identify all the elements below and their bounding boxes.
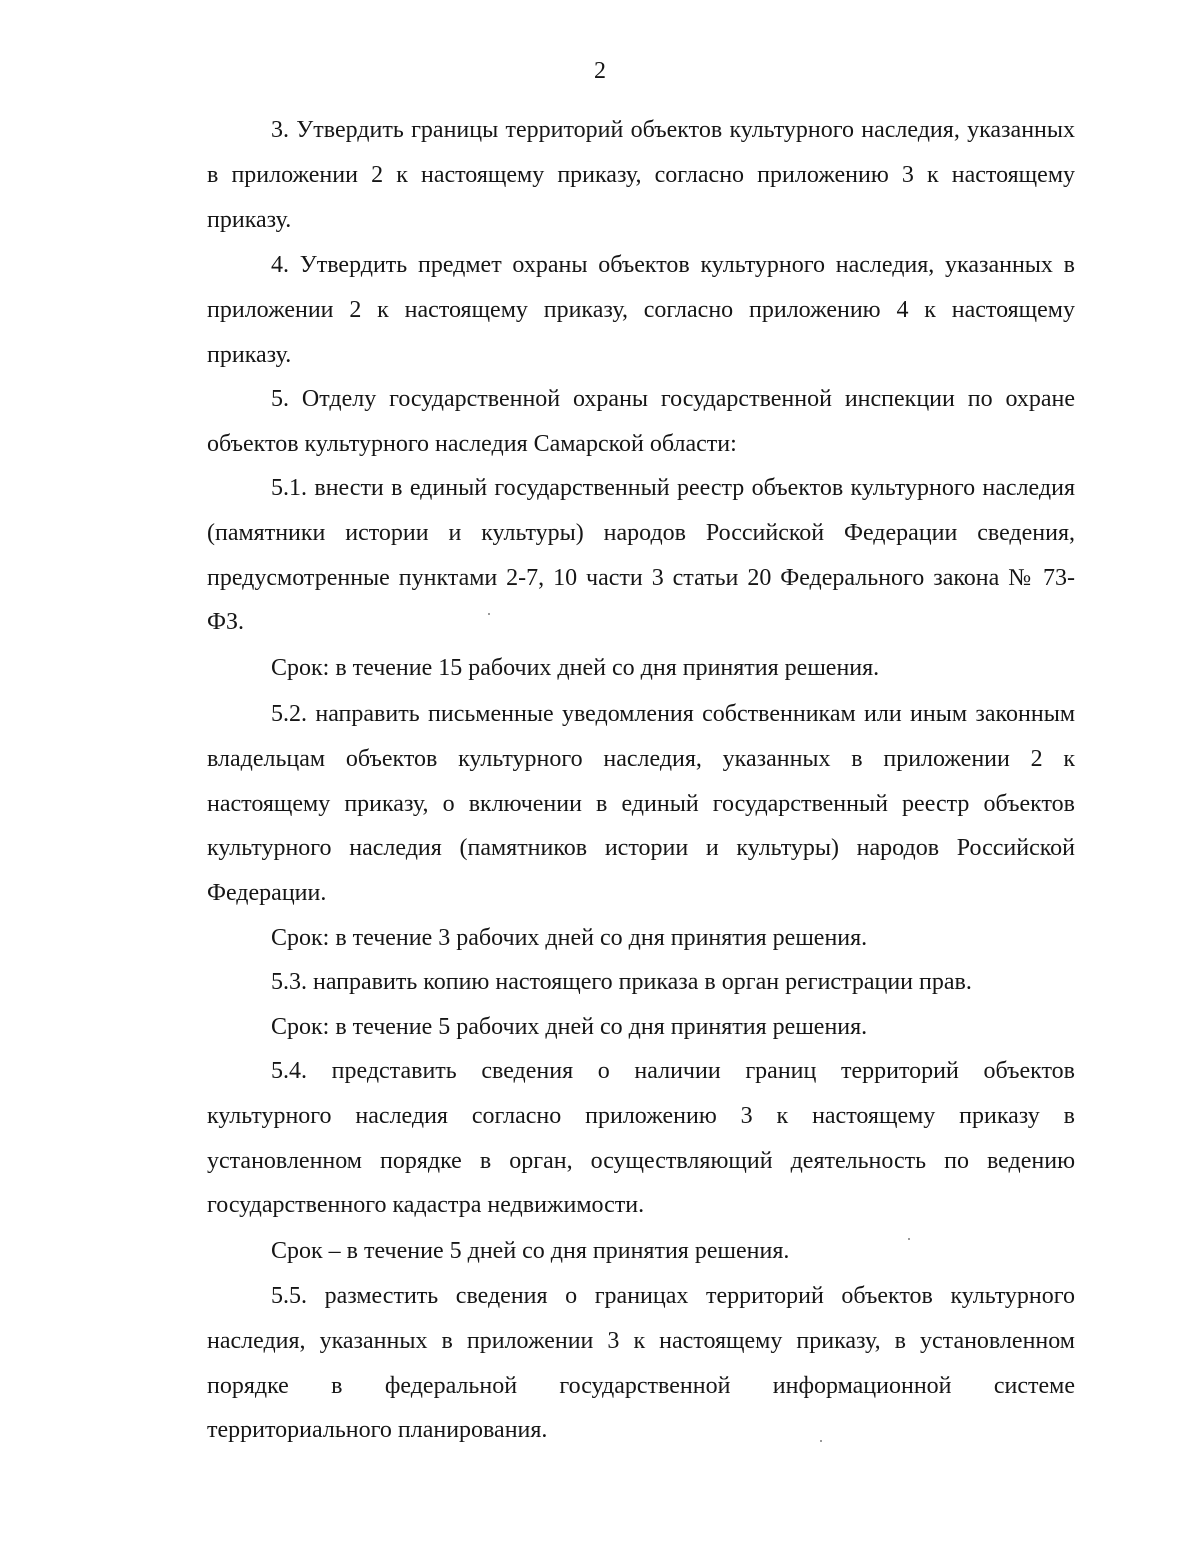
- scan-speck: [908, 1238, 910, 1240]
- paragraph-5-2: 5.2. направить письменные уведомления собственникам или иным законным владельцам объектов культурного наследия, указанных в приложении 2 к настоящему приказу, о включении в единый государственный реестр объектов культурного наследия (памятников истории и культуры) народов Российской Федерации.: [207, 701, 1075, 907]
- paragraph-4: 4. Утвердить предмет охраны объектов культурного наследия, указанных в приложении 2 к настоящему приказу, согласно приложению 4 к настоящему приказу.: [207, 252, 1075, 368]
- paragraph-5-3: 5.3. направить копию настоящего приказа в орган регистрации прав.: [271, 969, 972, 995]
- paragraph-3: 3. Утвердить границы территорий объектов культурного наследия, указанных в приложении 2 к настоящему приказу, согласно приложению 3 к настоящему приказу.: [207, 117, 1075, 233]
- paragraph-5-1: 5.1. внести в единый государственный реестр объектов культурного наследия (памятники истории и культуры) народов Российской Федерации сведения, предусмотренные пунктами 2-7, 10 части 3 статьи 20 Федерального закона № 73-ФЗ.: [207, 475, 1075, 636]
- deadline-5-2: Срок: в течение 3 рабочих дней со дня принятия решения.: [271, 925, 868, 951]
- deadline-5-1: Срок: в течение 15 рабочих дней со дня принятия решения.: [271, 655, 880, 681]
- paragraph-5-5: 5.5. разместить сведения о границах территорий объектов культурного наследия, указанных в приложении 3 к настоящему приказу, в установленном порядке в федеральной государственной информационной системе территориального планирования.: [207, 1283, 1075, 1444]
- page-number: 2: [594, 58, 606, 84]
- scan-speck: [820, 1440, 822, 1442]
- paragraph-5: 5. Отделу государственной охраны государственной инспекции по охране объектов культурного наследия Самарской области:: [207, 386, 1075, 457]
- scan-speck: [488, 613, 490, 615]
- deadline-5-4: Срок – в течение 5 дней со дня принятия решения.: [271, 1238, 790, 1264]
- paragraph-5-4: 5.4. представить сведения о наличии границ территорий объектов культурного наследия согласно приложению 3 к настоящему приказу в установленном порядке в орган, осуществляющий деятельность по ведению государственного кадастра недвижимости.: [207, 1058, 1075, 1219]
- deadline-5-3: Срок: в течение 5 рабочих дней со дня принятия решения.: [271, 1014, 868, 1040]
